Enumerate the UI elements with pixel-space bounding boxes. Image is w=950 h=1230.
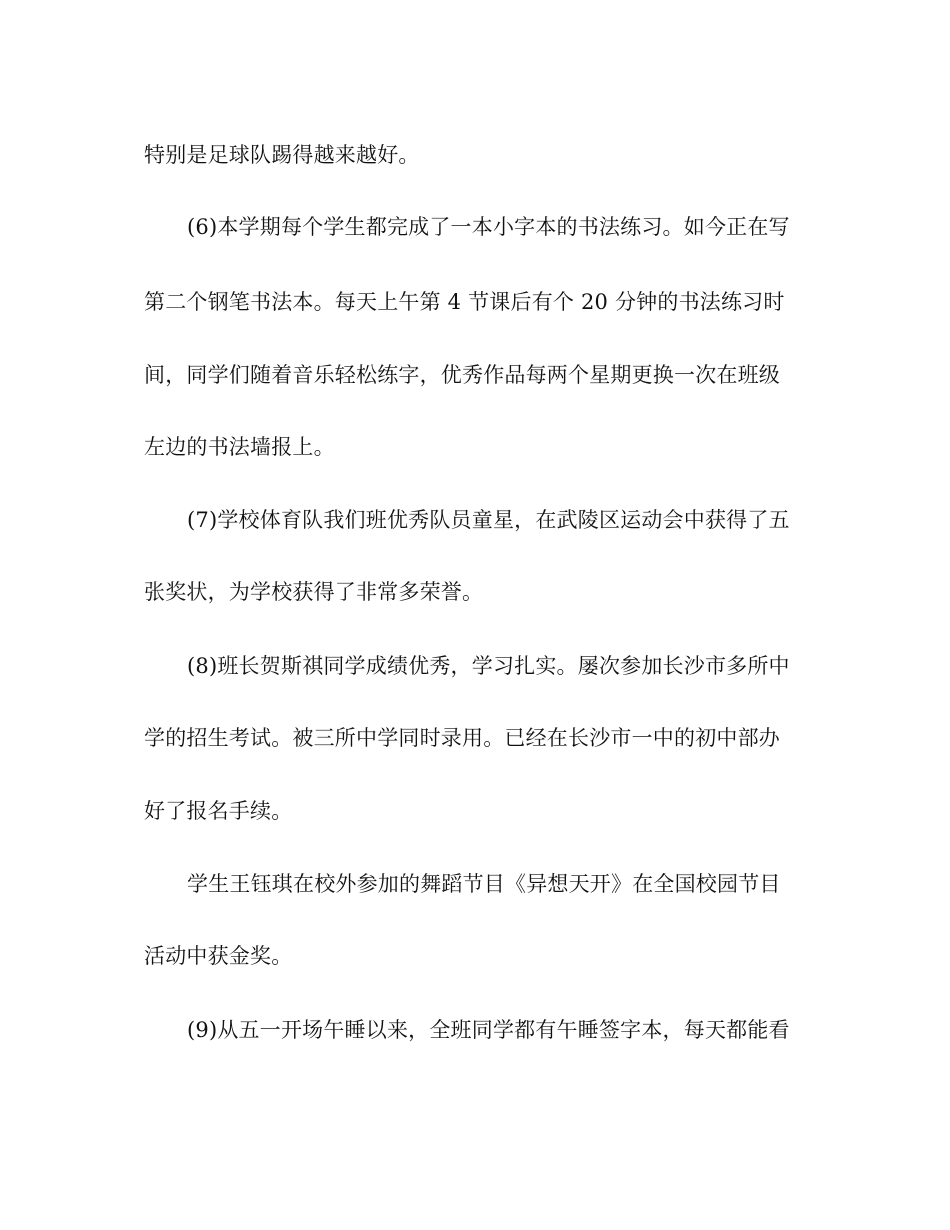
text-line: (9)从五一开场午睡以来，全班同学都有午睡签字本，每天都能看 (187, 1018, 790, 1042)
text-line: 好了报名手续。 (144, 799, 293, 823)
text-line: (8)班长贺斯祺同学成绩优秀，学习扎实。屡次参加长沙市多所中 (187, 654, 790, 678)
text-line: 学生王钰琪在校外参加的舞蹈节目《异想天开》在全国校园节目 (187, 872, 781, 896)
text-line: 学的招生考试。被三所中学同时录用。已经在长沙市一中的初中部办 (144, 726, 780, 750)
text-line: 间，同学们随着音乐轻松练字，优秀作品每两个星期更换一次在班级 (144, 363, 780, 387)
text-line: 左边的书法墙报上。 (144, 435, 335, 459)
text-line: 张奖状，为学校获得了非常多荣誉。 (144, 580, 484, 604)
text-line: 第二个钢笔书法本。每天上午第 4 节课后有个 20 分钟的书法练习时 (144, 290, 785, 314)
text-line: (7)学校体育队我们班优秀队员童星，在武陵区运动会中获得了五 (187, 508, 790, 532)
text-line: (6)本学期每个学生都完成了一本小字本的书法练习。如今正在写 (187, 215, 790, 239)
text-line: 活动中获金奖。 (144, 944, 293, 968)
text-line: 特别是足球队踢得越来越好。 (144, 143, 420, 167)
